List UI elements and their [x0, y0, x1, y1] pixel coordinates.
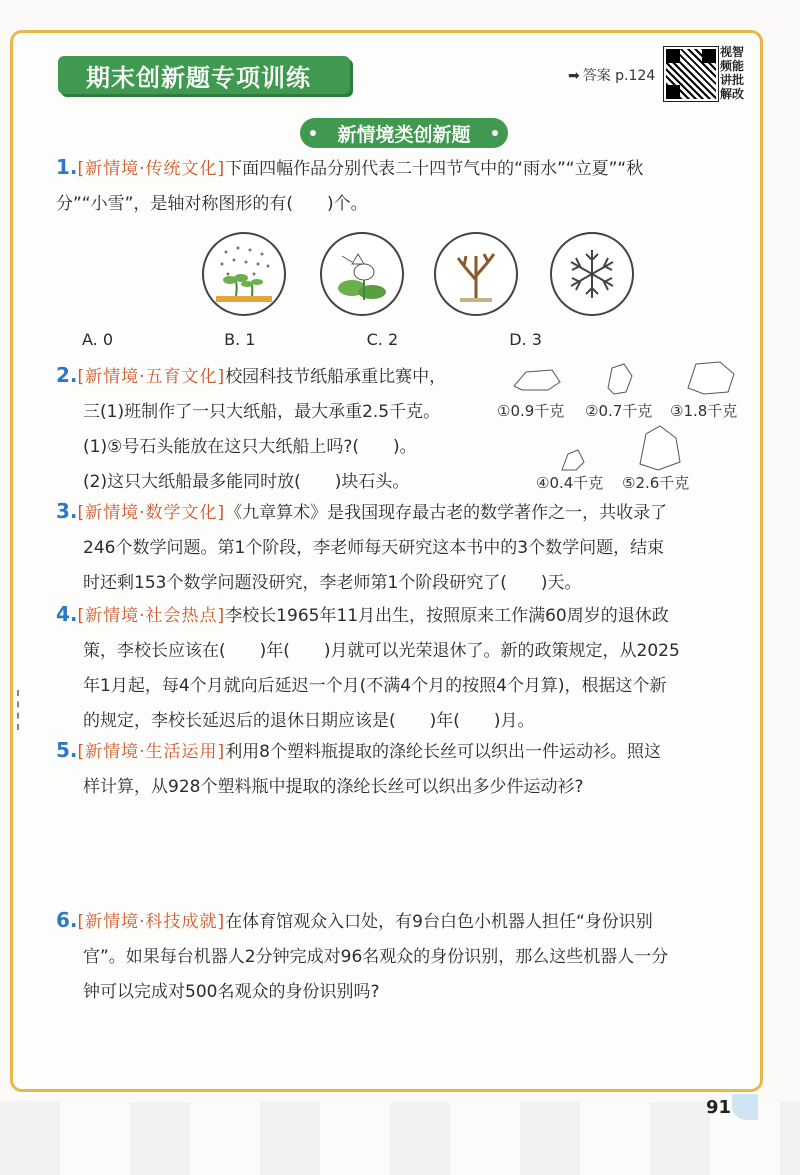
option-b[interactable]: B. 1 [224, 330, 256, 349]
option-a[interactable]: A. 0 [82, 330, 114, 349]
question-5: 5.[新情境·生活运用]利用8个塑料瓶提取的涤纶长丝可以织出一件运动衫。照这 样计算，从928个塑料瓶中提取的涤纶长丝可以织出多少件运动衫? [56, 738, 662, 797]
question-4: 4.[新情境·社会热点]李校长1965年11月出生，按照原来工作满60周岁的退休政 策，李校长应该在( )年( )月就可以光荣退休了。新的政策规定，从2025 年1月起，每4个月就向后延迟一个月(不满4个月的按照4个月算)，根据这个新 的规定，李校长延迟后的退休日期应该是( )年( )月。 [56, 602, 680, 731]
stone-4-label: ④0.4千克 [536, 474, 604, 492]
option-c[interactable]: C. 2 [366, 330, 399, 349]
qr-code-icon[interactable] [664, 47, 718, 101]
summer-flower-icon [320, 232, 404, 316]
question-6: 6.[新情境·科技成就]在体育馆观众入口处，有9台白色小机器人担任“身份识别 官”。如果每台机器人2分钟完成对96名观众的身份识别，那么这些机器人一分 钟可以完成对500名观众的身份识别吗? [56, 908, 669, 1002]
snowflake-icon [550, 232, 634, 316]
question-2: 2.[新情境·五育文化]校园科技节纸船承重比赛中， 三(1)班制作了一只大纸船，最大承重2.5千克。 (1)⑤号石头能放在这只大纸船上吗?( )。 (2)这只大纸船最多能同时放( )块石头。 [56, 363, 447, 492]
autumn-tree-icon [434, 232, 518, 316]
stone-3-label: ③1.8千克 [670, 402, 738, 420]
question-3: 3.[新情境·数学文化]《九章算术》是我国现存最古老的数学著作之一，共收录了 246个数学问题。第1个阶段，李老师每天研究这本书中的3个数学问题，结束 时还剩153个数学问题没研究，李老师第1个阶段研究了( )天。 [56, 499, 668, 593]
arrow-right-icon: ➡ [568, 68, 580, 84]
dot-icon [310, 130, 316, 136]
stones-illustration [508, 358, 758, 488]
question-1: 1.[新情境·传统文化]下面四幅作品分别代表二十四节气中的“雨水”“立夏”“秋 分”“小雪”，是轴对称图形的有( )个。 [56, 155, 644, 214]
section-heading: 新情境类创新题 [300, 118, 508, 148]
answer-options [82, 330, 542, 349]
stone-5-label: ⑤2.6千克 [622, 474, 690, 492]
page-corner-tab [732, 1094, 758, 1120]
rain-icon [202, 232, 286, 316]
stone-2-label: ②0.7千克 [585, 402, 653, 420]
stone-1-label: ①0.9千克 [497, 402, 565, 420]
option-d[interactable]: D. 3 [509, 330, 542, 349]
qr-label: 视智频能讲批解改 [720, 45, 745, 101]
page-number: 91 [706, 1097, 732, 1118]
page-bottom-margin [0, 1102, 800, 1175]
cut-line [17, 690, 19, 730]
page-title: 期末创新题专项训练 [58, 56, 350, 94]
answer-reference: ➡ 答案 p.124 [568, 68, 656, 84]
dot-icon [492, 130, 498, 136]
